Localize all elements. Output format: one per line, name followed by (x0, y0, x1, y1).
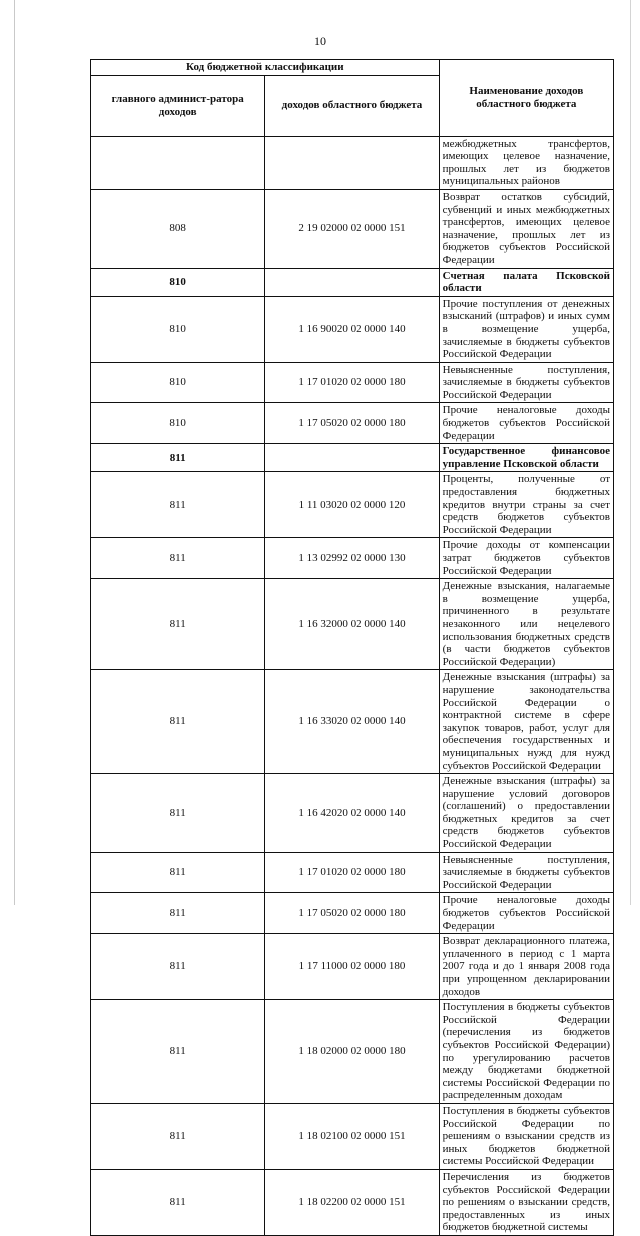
cell-revenue-code: 1 13 02992 02 0000 130 (265, 538, 439, 579)
table-row (91, 1000, 614, 1104)
table-row (91, 670, 614, 774)
cell-revenue-name: Прочие неналоговые доходы бюджетов субъектов Российской Федерации (439, 403, 613, 444)
cell-revenue-name: Счетная палата Псковской области (439, 268, 613, 296)
cell-revenue-name: Прочие доходы от компенсации затрат бюджетов субъектов Российской Федерации (439, 538, 613, 579)
table-row (91, 296, 614, 362)
table-row (91, 189, 614, 268)
cell-admin-code: 810 (91, 296, 265, 362)
cell-revenue-code: 1 18 02200 02 0000 151 (265, 1169, 439, 1235)
cell-revenue-code: 1 17 05020 02 0000 180 (265, 403, 439, 444)
cell-revenue-name: межбюджетных трансфертов, имеющих целевое назначение, прошлых лет из бюджетов муниципальных районов (439, 136, 613, 189)
table-row (91, 472, 614, 538)
cell-admin-code: 811 (91, 444, 265, 472)
cell-admin-code: 810 (91, 362, 265, 403)
cell-admin-code: 811 (91, 579, 265, 670)
scan-edge-right (630, 0, 631, 905)
header-revenue-name: Наименование доходов областного бюджета (439, 60, 613, 137)
cell-revenue-code: 1 17 05020 02 0000 180 (265, 893, 439, 934)
cell-revenue-code: 1 18 02000 02 0000 180 (265, 1000, 439, 1104)
cell-revenue-name: Возврат декларационного платежа, уплаченного в период с 1 марта 2007 года и до 1 января 2008 года при упрощенном декларировании доходов (439, 934, 613, 1000)
cell-revenue-name: Перечисления из бюджетов субъектов Российской Федерации по решениям о взыскании средств, предоставленных из иных бюджетов бюджетной системы (439, 1169, 613, 1235)
cell-admin-code: 810 (91, 268, 265, 296)
header-regional-revenue: доходов областного бюджета (265, 75, 439, 136)
cell-revenue-name: Денежные взыскания (штрафы) за нарушение условий договоров (соглашений) о предоставлении бюджетных кредитов за счет средств бюджетов субъектов Российской Федерации (439, 774, 613, 853)
table-header (91, 60, 614, 137)
cell-revenue-code: 1 16 42020 02 0000 140 (265, 774, 439, 853)
cell-revenue-code: 1 16 32000 02 0000 140 (265, 579, 439, 670)
cell-revenue-name: Денежные взыскания (штрафы) за нарушение законодательства Российской Федерации о контрактной системе в сфере закупок товаров, работ, услуг для обеспечения государственных и муниципальных нужд для нужд субъектов Российской Федерации (439, 670, 613, 774)
cell-revenue-name: Возврат остатков субсидий, субвенций и иных межбюджетных трансфертов, имеющих целевое назначение, прошлых лет из бюджетов субъектов Российской Федерации (439, 189, 613, 268)
cell-admin-code: 811 (91, 1103, 265, 1169)
table-row (91, 403, 614, 444)
table-row (91, 538, 614, 579)
cell-revenue-name: Государственное финансовое управление Псковской области (439, 444, 613, 472)
cell-revenue-code: 1 18 02100 02 0000 151 (265, 1103, 439, 1169)
header-budget-classification-code: Код бюджетной классификации (91, 60, 440, 76)
table-row (91, 893, 614, 934)
cell-admin-code: 811 (91, 670, 265, 774)
cell-revenue-code: 1 16 90020 02 0000 140 (265, 296, 439, 362)
cell-admin-code: 811 (91, 472, 265, 538)
cell-revenue-code: 2 19 02000 02 0000 151 (265, 189, 439, 268)
cell-admin-code: 810 (91, 403, 265, 444)
cell-revenue-name: Денежные взыскания, налагаемые в возмещение ущерба, причиненного в результате незаконного или нецелевого использования бюджетных средств (в части бюджетов субъектов Российской Федерации) (439, 579, 613, 670)
cell-revenue-code (265, 136, 439, 189)
table-row (91, 136, 614, 189)
cell-revenue-name: Невыясненные поступления, зачисляемые в бюджеты субъектов Российской Федерации (439, 362, 613, 403)
cell-revenue-name: Невыясненные поступления, зачисляемые в бюджеты субъектов Российской Федерации (439, 852, 613, 893)
cell-revenue-code: 1 11 03020 02 0000 120 (265, 472, 439, 538)
table-row (91, 362, 614, 403)
cell-revenue-code: 1 17 11000 02 0000 180 (265, 934, 439, 1000)
cell-admin-code: 811 (91, 1000, 265, 1104)
page-number: 10 (314, 34, 326, 48)
table-row (91, 579, 614, 670)
cell-admin-code: 811 (91, 538, 265, 579)
table-row (91, 1169, 614, 1235)
header-row-group (91, 60, 614, 76)
table-row (91, 1103, 614, 1169)
header-chief-administrator: главного админист-ратора доходов (91, 75, 265, 136)
cell-revenue-name: Поступления в бюджеты субъектов Российской Федерации (перечисления из бюджетов субъектов Российской Федерации) по урегулированию расчетов между бюджетами бюджетной системы Российской Федерации по распределенным доходам (439, 1000, 613, 1104)
cell-admin-code (91, 136, 265, 189)
cell-revenue-name: Прочие поступления от денежных взысканий (штрафов) и иных сумм в возмещение ущерба, зачисляемые в бюджеты субъектов Российской Федерации (439, 296, 613, 362)
cell-admin-code: 811 (91, 893, 265, 934)
cell-revenue-name: Прочие неналоговые доходы бюджетов субъектов Российской Федерации (439, 893, 613, 934)
scan-edge-left (14, 0, 15, 905)
cell-admin-code: 811 (91, 1169, 265, 1235)
table-row (91, 268, 614, 296)
cell-revenue-code: 1 17 01020 02 0000 180 (265, 362, 439, 403)
table-body (91, 136, 614, 1235)
cell-admin-code: 808 (91, 189, 265, 268)
cell-admin-code: 811 (91, 774, 265, 853)
cell-revenue-code (265, 268, 439, 296)
cell-revenue-name: Проценты, полученные от предоставления бюджетных кредитов внутри страны за счет средств бюджетов субъектов Российской Федерации (439, 472, 613, 538)
budget-classification-table (90, 59, 614, 1236)
table-row (91, 444, 614, 472)
cell-admin-code: 811 (91, 934, 265, 1000)
cell-admin-code: 811 (91, 852, 265, 893)
cell-revenue-code (265, 444, 439, 472)
table-row (91, 774, 614, 853)
table-row (91, 934, 614, 1000)
cell-revenue-name: Поступления в бюджеты субъектов Российской Федерации по решениям о взыскании средств из иных бюджетов бюджетной системы Российской Федерации (439, 1103, 613, 1169)
table-row (91, 852, 614, 893)
cell-revenue-code: 1 16 33020 02 0000 140 (265, 670, 439, 774)
cell-revenue-code: 1 17 01020 02 0000 180 (265, 852, 439, 893)
